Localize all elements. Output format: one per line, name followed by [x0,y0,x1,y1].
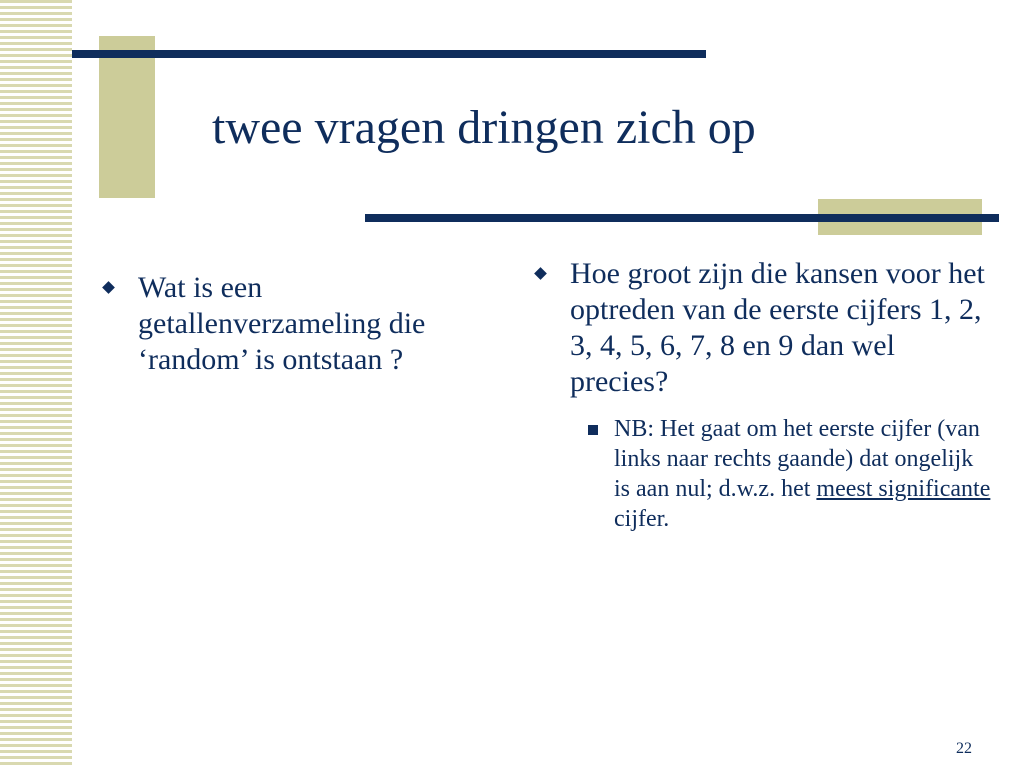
decor-line-bottom [365,214,999,222]
decor-block-top [99,36,155,198]
square-bullet-icon [588,425,598,435]
sub-bullet-item [576,414,992,534]
striped-side-band [0,0,72,768]
bullet-item [100,270,460,378]
decor-line-top [72,50,706,58]
sub-bullet-text-after: cijfer. [614,506,670,532]
right-column [532,256,992,534]
bullet-text: Wat is een getallenverzameling die ‘random’ is ontstaan ? [138,271,426,376]
sub-bullet-text-before: NB: Het gaat om het eerste cijfer (van links naar rechts gaande) dat ongelijk is aan nul; d.w.z. het [614,416,980,502]
page-number: 22 [956,740,972,757]
bullet-item [532,256,992,400]
diamond-bullet-icon [102,281,115,294]
slide-title: twee vragen dringen zich op [212,101,756,154]
sub-bullet-underlined-text: meest significante [816,476,991,502]
bullet-text: Hoe groot zijn die kansen voor het optreden van de eerste cijfers 1, 2, 3, 4, 5, 6, 7, 8 en 9 dan wel precies? [570,257,985,398]
diamond-bullet-icon [534,267,547,280]
left-column [100,270,460,378]
